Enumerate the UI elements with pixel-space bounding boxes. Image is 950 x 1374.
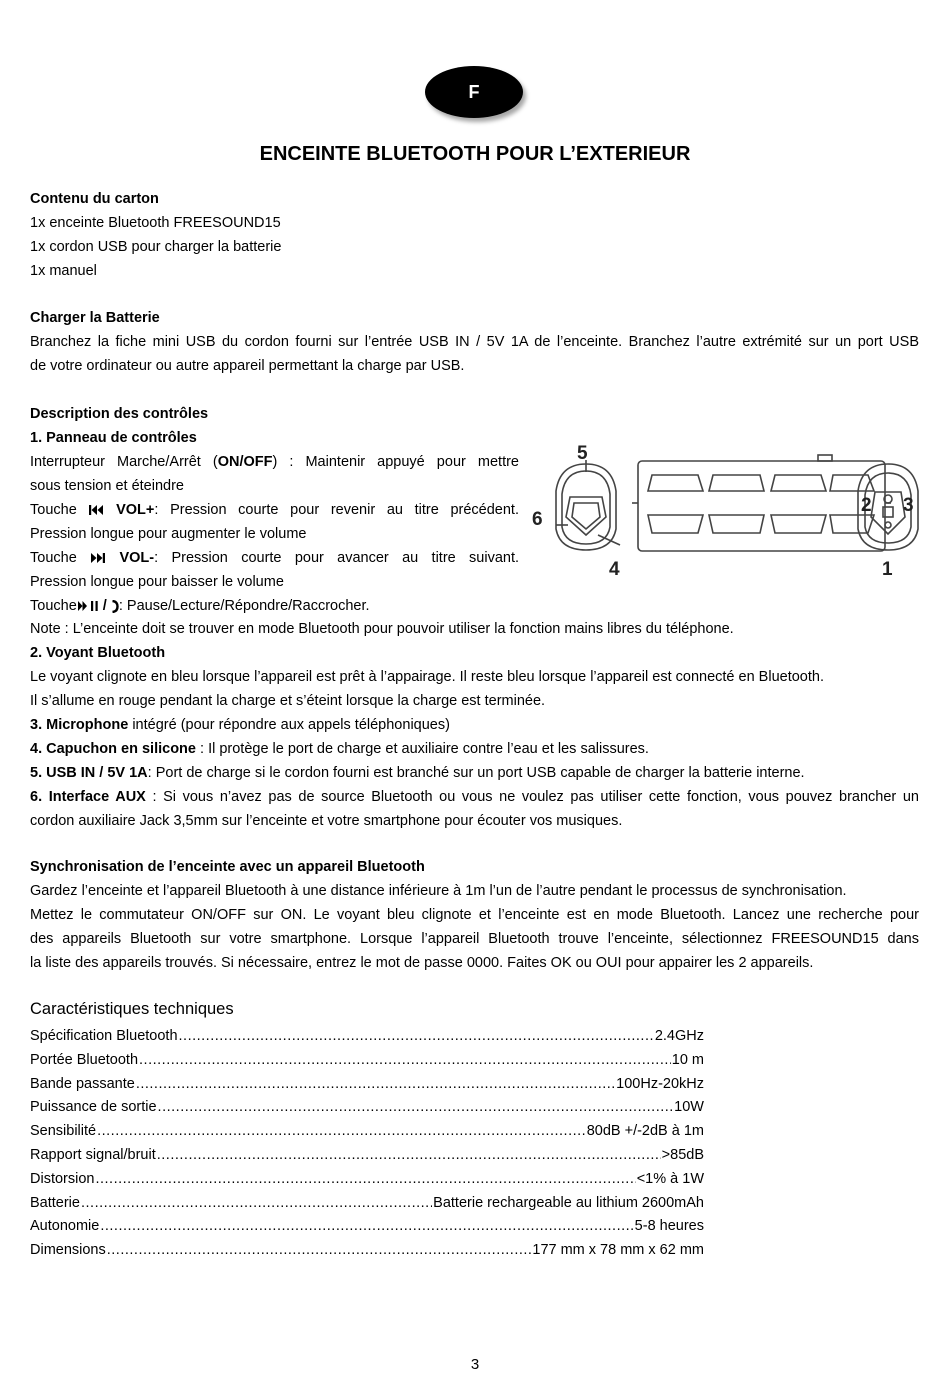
spec-row <box>30 1095 704 1119</box>
spec-leader <box>179 1024 654 1048</box>
page-number: 3 <box>470 1356 480 1373</box>
sync-heading: Synchronisation de l’enceinte avec un appareil Bluetooth <box>30 859 425 875</box>
spec-leader <box>81 1191 432 1215</box>
aux-label: 6. Interface AUX <box>30 789 146 805</box>
spec-value: Batterie rechargeable au lithium 2600mAh <box>433 1194 704 1211</box>
spec-row <box>30 1072 704 1096</box>
spec-value: 10W <box>674 1099 704 1116</box>
spec-label: Spécification Bluetooth <box>30 1028 178 1044</box>
note-line: Note : L’enceinte doit se trouver en mode Bluetooth pour pouvoir utiliser la fonction mains libres du téléphone. <box>30 621 734 637</box>
charge-heading: Charger la Batterie <box>30 310 160 326</box>
cap-label: 4. Capuchon en silicone <box>30 741 196 757</box>
cap-text: : Il protège le port de charge et auxiliaire contre l’eau et les salissures. <box>195 741 649 757</box>
spec-leader <box>136 1072 615 1096</box>
led-line: Le voyant clignote en bleu lorsque l’appareil est prêt à l’appairage. Il reste bleu lorsque l’appareil est connecté en Bluetooth. <box>30 669 824 685</box>
spec-label: Batterie <box>30 1194 80 1211</box>
volm-line-2: Pression longue pour baisser le volume <box>30 574 284 590</box>
spec-label: Bande passante <box>30 1075 135 1092</box>
mic-label: 3. Microphone <box>30 717 129 733</box>
mic-text: intégré (pour répondre aux appels téléphoniques) <box>128 717 450 733</box>
usb-label: 5. USB IN / 5V 1A <box>30 765 148 781</box>
sync-line: Gardez l’enceinte et l’appareil Bluetooth à une distance inférieure à 1m l’un de l’autre pendant le processus de synchronisation. <box>30 883 847 899</box>
sync-line: Mettez le commutateur ON/OFF sur ON. Le voyant bleu clignote et l’enceinte est en mode Bluetooth. Lancez une recherche pour <box>30 907 919 923</box>
spec-label: Autonomie <box>30 1218 100 1235</box>
previous-icon <box>88 504 104 516</box>
power-line <box>30 450 519 474</box>
spec-row <box>30 1238 704 1262</box>
diagram-label: 4 <box>609 559 620 580</box>
spec-leader <box>157 1143 661 1167</box>
spec-leader <box>139 1048 671 1072</box>
usb-line <box>30 761 919 785</box>
speaker-front <box>632 455 891 551</box>
spec-value: 2.4GHz <box>654 1028 704 1044</box>
contents-heading: Contenu du carton <box>30 191 159 207</box>
power-line-2: sous tension et éteindre <box>30 478 184 494</box>
volm-line <box>30 546 519 570</box>
play-slash: / <box>102 598 107 614</box>
diagram-label: 5 <box>577 443 588 464</box>
power-text: ) : Maintenir appuyé pour mettre <box>272 454 519 470</box>
spec-row <box>30 1048 704 1072</box>
spec-leader <box>95 1167 635 1191</box>
volm-key: VOL- <box>119 550 155 566</box>
controls-heading: Description des contrôles <box>30 406 209 422</box>
spec-leader <box>97 1119 586 1143</box>
speaker-diagram <box>528 437 928 582</box>
sync-line: des appareils Bluetooth sur votre smartphone. Lorsque l’appareil Bluetooth trouve l’enceinte, sélectionnez FREESOUND15 dans <box>30 931 919 947</box>
diagram-label: 3 <box>903 495 914 516</box>
volp-line-2: Pression longue pour augmenter le volume <box>30 526 307 542</box>
spec-leader <box>158 1095 674 1119</box>
spec-label: Puissance de sortie <box>30 1099 157 1116</box>
page-title: ENCEINTE BLUETOOTH POUR L’EXTERIEUR <box>259 143 691 165</box>
led-line: Il s’allume en rouge pendant la charge et s’éteint lorsque la charge est terminée. <box>30 693 546 709</box>
volp-text: Touche <box>30 502 77 518</box>
led-heading: 2. Voyant Bluetooth <box>30 645 166 661</box>
spec-value: >85dB <box>661 1147 704 1163</box>
spec-label: Dimensions <box>30 1242 106 1259</box>
aux-line <box>30 785 919 809</box>
spec-row <box>30 1167 704 1191</box>
play-text: : Pause/Lecture/Répondre/Raccrocher. <box>118 598 370 614</box>
power-text: Interrupteur Marche/Arrêt ( <box>30 454 218 470</box>
spec-row <box>30 1191 704 1215</box>
volp-line <box>30 498 519 522</box>
contents-item: 1x enceinte Bluetooth FREESOUND15 <box>30 215 281 231</box>
volm-text: : Pression courte pour avancer au titre suivant. <box>154 550 520 566</box>
play-text: Touche <box>30 598 77 614</box>
volp-text: : Pression courte pour revenir au titre précédent. <box>154 502 519 518</box>
spec-label: Rapport signal/bruit <box>30 1147 156 1163</box>
section-badge: F <box>425 66 523 118</box>
charge-line: de votre ordinateur ou autre appareil permettant la charge par USB. <box>30 358 465 374</box>
charge-line: Branchez la fiche mini USB du cordon fourni sur l’entrée USB IN / 5V 1A de l’enceinte. Branchez l’autre extrémité sur un port USB <box>30 334 919 350</box>
spec-value: 5-8 heures <box>634 1218 704 1235</box>
diagram-label: 6 <box>532 509 543 530</box>
contents-item: 1x manuel <box>30 263 97 279</box>
volp-key: VOL+ <box>116 502 155 518</box>
spec-value: 80dB +/-2dB à 1m <box>586 1123 704 1140</box>
aux-line-2: cordon auxiliaire Jack 3,5mm sur l’enceinte et votre smartphone pour écouter vos musiques. <box>30 813 623 829</box>
spec-row <box>30 1119 704 1143</box>
panel-heading: 1. Panneau de contrôles <box>30 430 197 446</box>
spec-value: 100Hz-20kHz <box>616 1075 704 1092</box>
spec-row <box>30 1214 704 1238</box>
aux-text: : Si vous n’avez pas de source Bluetooth ou vous ne voulez pas utiliser cette fonction, vous pouvez brancher un <box>145 789 919 805</box>
spec-value: <1% à 1W <box>636 1170 704 1187</box>
usb-text: : Port de charge si le cordon fourni est branché sur un port USB capable de charger la batterie interne. <box>147 765 805 781</box>
phone-icon <box>111 600 119 613</box>
spec-value: 177 mm x 78 mm x 62 mm <box>532 1242 704 1259</box>
spec-leader <box>100 1214 633 1238</box>
sync-line: la liste des appareils trouvés. Si nécessaire, entrez le mot de passe 0000. Faites OK ou OUI pour appairer les 2 appareils. <box>30 955 814 971</box>
play-pause-icon <box>77 600 99 612</box>
power-key: ON/OFF <box>217 454 273 470</box>
spec-label: Portée Bluetooth <box>30 1051 139 1068</box>
play-line <box>30 594 919 618</box>
diagram-label: 1 <box>882 559 893 580</box>
spec-leader <box>107 1238 532 1262</box>
spec-row <box>30 1024 704 1048</box>
spec-row <box>30 1143 704 1167</box>
next-icon <box>90 552 106 564</box>
mic-line <box>30 713 919 737</box>
volm-text: Touche <box>30 550 77 566</box>
contents-item: 1x cordon USB pour charger la batterie <box>30 239 282 255</box>
cap-line <box>30 737 919 761</box>
spec-label: Sensibilité <box>30 1123 97 1140</box>
spec-label: Distorsion <box>30 1170 95 1187</box>
specs-heading: Caractéristiques techniques <box>30 1000 234 1018</box>
diagram-label: 2 <box>861 495 872 516</box>
speaker-side-left <box>556 460 620 550</box>
spec-value: 10 m <box>671 1051 704 1068</box>
